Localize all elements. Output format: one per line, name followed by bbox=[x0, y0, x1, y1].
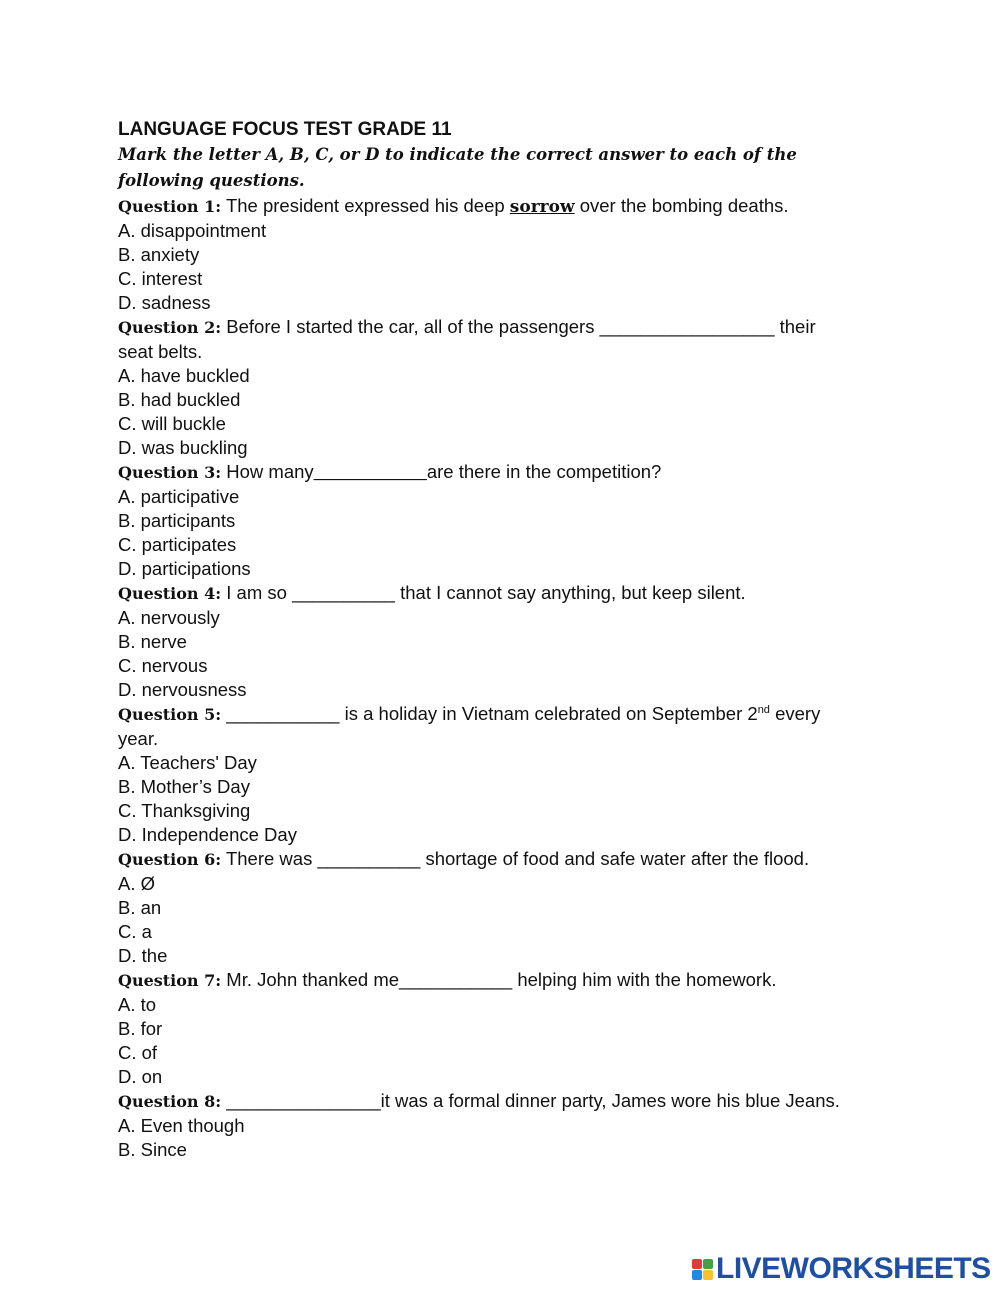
option-item[interactable]: C. nervous bbox=[118, 655, 208, 676]
option-item[interactable]: B. Since bbox=[118, 1139, 187, 1160]
option-item[interactable]: C. Thanksgiving bbox=[118, 800, 251, 821]
question-4: Question 4: I am so __________ that I cannot say anything, but keep silent. bbox=[118, 582, 746, 603]
instruction-text: Mark the letter A, B, C, or D to indicate the correct answer to each of the following questions. bbox=[118, 145, 797, 190]
option-item[interactable]: B. nerve bbox=[118, 631, 187, 652]
question-3: Question 3: How many___________are there in the competition? bbox=[118, 461, 662, 482]
option-item[interactable]: C. interest bbox=[118, 268, 203, 289]
question-label: Question 5: bbox=[118, 705, 222, 724]
question-label: Question 8: bbox=[118, 1092, 222, 1111]
option-item[interactable]: C. a bbox=[118, 921, 152, 942]
option-item[interactable]: C. will buckle bbox=[118, 413, 226, 434]
option-item[interactable]: D. participations bbox=[118, 558, 251, 579]
question-1: Question 1: The president expressed his deep sorrow over the bombing deaths. bbox=[118, 195, 789, 217]
question-2-continuation: seat belts. bbox=[118, 341, 203, 362]
option-item[interactable]: A. participative bbox=[118, 486, 240, 507]
option-item[interactable]: D. the bbox=[118, 945, 168, 966]
option-item[interactable]: A. have buckled bbox=[118, 365, 250, 386]
option-item[interactable]: A. to bbox=[118, 994, 157, 1015]
question-2: Question 2: Before I started the car, all of the passengers _________________ their bbox=[118, 316, 816, 337]
question-label: Question 6: bbox=[118, 850, 222, 869]
option-item[interactable]: A. Ø bbox=[118, 873, 156, 894]
option-item[interactable]: D. nervousness bbox=[118, 679, 247, 700]
liveworksheets-logo[interactable] bbox=[692, 1254, 991, 1284]
option-item[interactable]: C. of bbox=[118, 1042, 158, 1063]
option-item[interactable]: B. anxiety bbox=[118, 244, 200, 265]
option-item[interactable]: A. Teachers' Day bbox=[118, 752, 257, 773]
option-item[interactable]: D. was buckling bbox=[118, 437, 248, 458]
option-item[interactable]: B. an bbox=[118, 897, 162, 918]
question-label: Question 2: bbox=[118, 318, 222, 337]
logo-grid-icon bbox=[692, 1259, 713, 1280]
question-label: Question 7: bbox=[118, 971, 222, 990]
keyword-underlined: sorrow bbox=[509, 197, 575, 217]
option-item[interactable]: B. participants bbox=[118, 510, 236, 531]
option-item[interactable]: D. sadness bbox=[118, 292, 211, 313]
option-item[interactable]: A. nervously bbox=[118, 607, 220, 628]
question-label: Question 4: bbox=[118, 584, 222, 603]
answer-blank: ___________ bbox=[313, 461, 427, 482]
option-item[interactable]: B. Mother’s Day bbox=[118, 776, 250, 797]
question-label: Question 3: bbox=[118, 463, 222, 482]
question-8: Question 8: _______________it was a formal dinner party, James wore his blue Jeans. bbox=[118, 1090, 840, 1111]
page-title: LANGUAGE FOCUS TEST GRADE 11 bbox=[118, 119, 452, 140]
question-label: Question 1: bbox=[118, 197, 222, 216]
option-item[interactable]: A. Even though bbox=[118, 1115, 245, 1136]
question-7: Question 7: Mr. John thanked me___________ helping him with the homework. bbox=[118, 969, 777, 990]
option-item[interactable]: C. participates bbox=[118, 534, 237, 555]
option-item[interactable]: A. disappointment bbox=[118, 220, 267, 241]
option-item[interactable]: B. had buckled bbox=[118, 389, 241, 410]
question-5: Question 5: ___________ is a holiday in Vietnam celebrated on September 2nd every bbox=[118, 703, 821, 724]
question-5-continuation: year. bbox=[118, 728, 159, 749]
question-6: Question 6: There was __________ shortage of food and safe water after the flood. bbox=[118, 848, 810, 869]
logo-text: LIVEWORKSHEETS bbox=[716, 1252, 991, 1285]
worksheet-page bbox=[118, 118, 918, 1162]
option-item[interactable]: B. for bbox=[118, 1018, 163, 1039]
option-item[interactable]: D. on bbox=[118, 1066, 163, 1087]
option-item[interactable]: D. Independence Day bbox=[118, 824, 297, 845]
